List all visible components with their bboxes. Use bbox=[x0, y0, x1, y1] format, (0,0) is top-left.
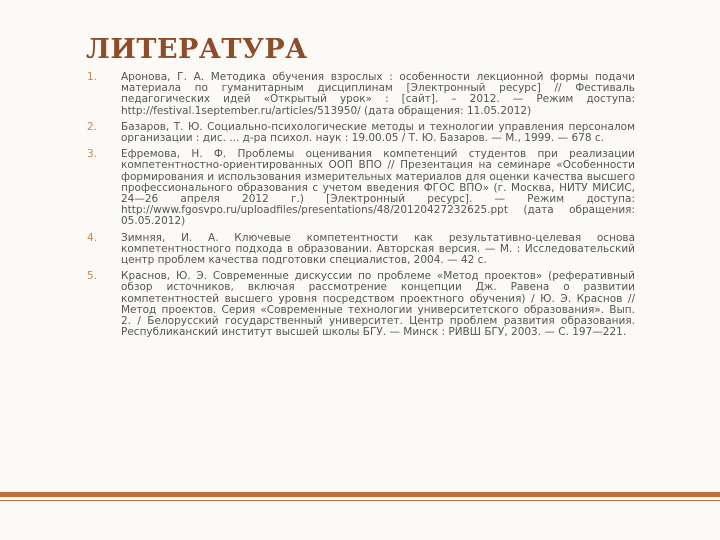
reference-number: 5. bbox=[87, 270, 98, 283]
reference-text: Базаров, Т. Ю. Социально-психологические методы и технологии управления персоналом организации : дис. ... д-ра психол. наук : 19.00.05 / Т. Ю. Базаров. — М., 1999. — 678 с. bbox=[121, 120, 635, 145]
reference-number: 2. bbox=[87, 120, 98, 133]
reference-item bbox=[87, 122, 635, 144]
footer-accent-line bbox=[0, 500, 720, 501]
reference-number: 4. bbox=[87, 231, 98, 244]
reference-item bbox=[87, 72, 635, 117]
reference-item bbox=[87, 233, 635, 267]
reference-item bbox=[87, 271, 635, 338]
slide-title: ЛИТЕРАТУРА bbox=[86, 34, 308, 65]
reference-list bbox=[87, 72, 635, 343]
reference-number: 1. bbox=[87, 71, 98, 83]
reference-text: Зимняя, И. А. Ключевые компетентности как результативно-целевая основа компетентностного подхода в образовании. Авторская версия. — М. : Исследовательский центр проблем качества подготовки специалистов, 2004. — 42 с. bbox=[121, 231, 635, 267]
reference-text: Краснов, Ю. Э. Современные дискуссии по проблеме «Метод проектов» (реферативный обзор источников, включая рассмотрение концепции Дж. Равена о развитии компетентностей высшего уровня посредством проектного обучения) / Ю. Э. Краснов // Метод проектов. Серия «Современные технологии университетского образования». Вып. 2. / Белорусский государственный университет. Центр проблем развития образования. Республиканский институт высшей школы БГУ. — Минск : РИВШ БГУ, 2003. — С. 197—221. bbox=[121, 270, 635, 339]
reference-item bbox=[87, 149, 635, 227]
reference-number: 3. bbox=[87, 148, 98, 161]
reference-text: Аронова, Г. А. Методика обучения взрослых : особенности лекционной формы подачи материала по гуманитарным дисциплинам [Электронный ресурс] // Фестиваль педагогических идей «Открытый урок» : [сайт]. – 2012. — Режим доступа: http://festival.1september.ru/articles/513950/ (дата обращения: 11.05.2012) bbox=[121, 71, 635, 117]
footer-accent-bar bbox=[0, 492, 720, 497]
reference-text: Ефремова, Н. Ф. Проблемы оценивания компетенций студентов при реализации компетентностно-ориентированных ООП ВПО // Презентация на семинаре «Особенности формирования и использования измерительных материалов для оценки качества высшего профессионального образования с учетом введения ФГОС ВПО» (г. Москва, НИТУ МИСИС, 24—26 апреля 2012 г.) [Электронный ресурс]. — Режим доступа: http://www.fgosvpo.ru/uploadfiles/presentations/48/20120427232625.ppt (дата обращения: 05.05.2012) bbox=[121, 148, 635, 228]
